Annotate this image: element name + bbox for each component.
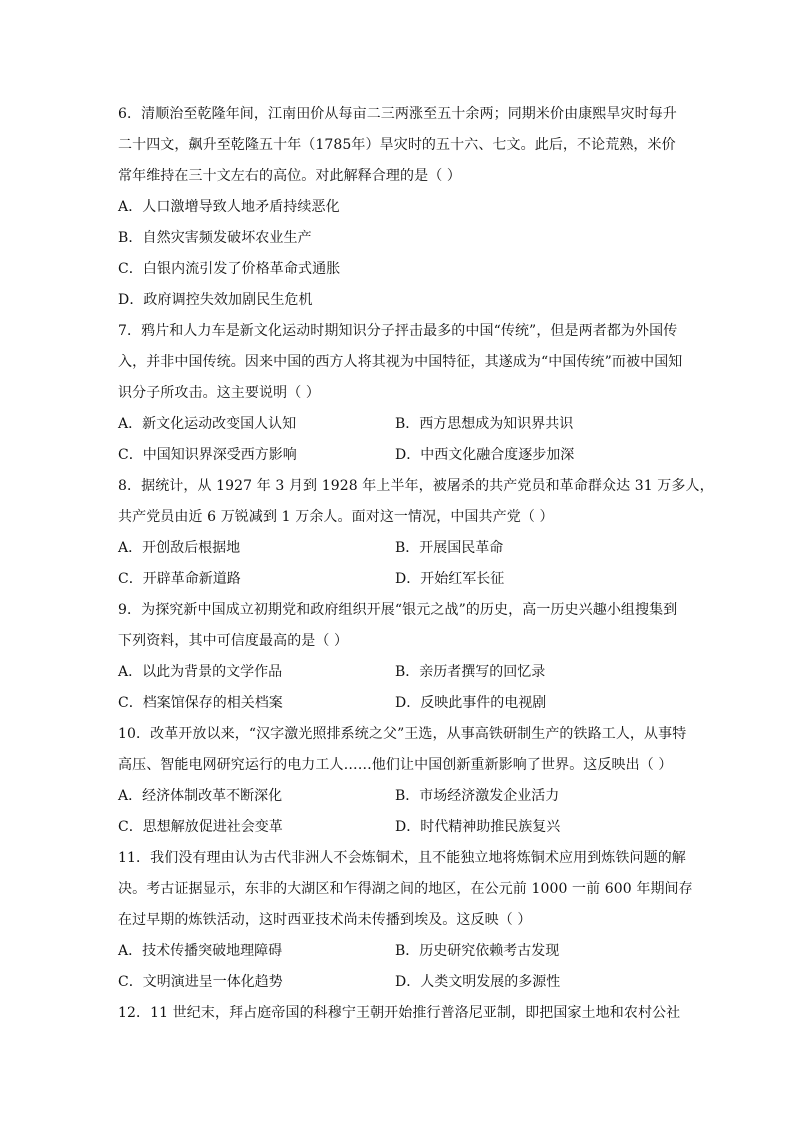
option-c: C．档案馆保存的相关档案 bbox=[118, 695, 283, 711]
option-row bbox=[118, 533, 678, 564]
question-stem-line: 识分子所攻击。这主要说明（ ） bbox=[118, 385, 320, 401]
option-row bbox=[118, 409, 678, 440]
question-stem-line: 入，并非中国传统。因来中国的西方人将其视为中国特征，其遂成为“中国传统”而被中国知 bbox=[118, 354, 683, 370]
question-stem-line: 常年维持在三十文左右的高位。对此解释合理的是（ ） bbox=[118, 168, 461, 184]
question-10 bbox=[118, 719, 687, 843]
option-row bbox=[118, 688, 678, 719]
question-stem-line: 9．为探究新中国成立初期党和政府组织开展“银元之战”的历史，高一历史兴趣小组搜集到 bbox=[118, 602, 678, 618]
option-row bbox=[118, 564, 678, 595]
option-a: A．新文化运动改变国人认知 bbox=[118, 416, 297, 432]
option-a: A．经济体制改革不断深化 bbox=[118, 788, 283, 804]
option-c: C．开辟革命新道路 bbox=[118, 571, 241, 587]
option-b: B．自然灾害频发破坏农业生产 bbox=[118, 230, 312, 246]
option-d: D．开始红军长征 bbox=[395, 571, 505, 587]
question-6 bbox=[118, 99, 678, 316]
option-d: D．人类文明发展的多源性 bbox=[395, 974, 561, 990]
option-row bbox=[118, 936, 678, 967]
question-stem-line: 6．清顺治至乾隆年间，江南田价从每亩二三两涨至五十余两；同期米价由康熙旱灾时每升 bbox=[118, 106, 677, 122]
option-d: D．时代精神助推民族复兴 bbox=[395, 819, 561, 835]
option-c: C．文明演进呈一体化趋势 bbox=[118, 974, 283, 990]
question-stem-line: 7．鸦片和人力车是新文化运动时期知识分子抨击最多的中国“传统”，但是两者都为外国传 bbox=[118, 323, 678, 339]
option-row bbox=[118, 812, 678, 843]
option-d: D．政府调控失效加剧民生危机 bbox=[118, 292, 313, 308]
option-b: B．亲历者撰写的回忆录 bbox=[395, 664, 546, 680]
option-row bbox=[118, 657, 678, 688]
question-12 bbox=[118, 998, 681, 1029]
option-c: C．白银内流引发了价格革命式通胀 bbox=[118, 261, 341, 277]
option-d: D．中西文化融合度逐步加深 bbox=[395, 447, 575, 463]
question-stem-line: 决。考古证据显示，东非的大湖区和乍得湖之间的地区，在公元前 1000 一前 600 年期间存 bbox=[118, 881, 693, 897]
option-row bbox=[118, 781, 678, 812]
exam-page bbox=[118, 99, 714, 1029]
option-a: A．人口激增导致人地矛盾持续恶化 bbox=[118, 199, 340, 215]
question-9 bbox=[118, 595, 678, 719]
question-stem-line: 二十四文，飙升至乾隆五十年（1785年）旱灾时的五十六、七文。此后，不论荒熟，米价 bbox=[118, 137, 676, 153]
option-b: B．历史研究依赖考古发现 bbox=[395, 943, 560, 959]
question-stem-line: 高压、智能电网研究运行的电力工人……他们让中国创新重新影响了世界。这反映出（ ） bbox=[118, 757, 673, 773]
option-row bbox=[118, 967, 678, 998]
option-a: A．以此为背景的文学作品 bbox=[118, 664, 283, 680]
question-8 bbox=[118, 471, 714, 595]
option-b: B．市场经济激发企业活力 bbox=[395, 788, 560, 804]
option-a: A．技术传播突破地理障碍 bbox=[118, 943, 283, 959]
question-11 bbox=[118, 843, 693, 998]
question-stem-line: 在过早期的炼铁活动，这时西亚技术尚未传播到埃及。这反映（ ） bbox=[118, 912, 532, 928]
option-b: B．西方思想成为知识界共识 bbox=[395, 416, 574, 432]
question-stem-line: 11．我们没有理由认为古代非洲人不会炼铜术，且不能独立地将炼铜术应用到炼铁问题的解 bbox=[118, 850, 686, 866]
option-d: D．反映此事件的电视剧 bbox=[395, 695, 547, 711]
question-stem-line: 共产党员由近 6 万锐减到 1 万余人。面对这一情况，中国共产党（ ） bbox=[118, 509, 554, 525]
question-stem-line: 10．改革开放以来，“汉字激光照排系统之父”王选，从事高铁研制生产的铁路工人，从事特 bbox=[118, 726, 687, 742]
option-a: A．开创敌后根据地 bbox=[118, 540, 241, 556]
question-stem-line: 8．据统计，从 1927 年 3 月到 1928 年上半年，被屠杀的共产党员和革命群众达 31 万多人， bbox=[118, 478, 714, 494]
option-row bbox=[118, 440, 678, 471]
question-stem-line: 下列资料，其中可信度最高的是（ ） bbox=[118, 633, 349, 649]
question-stem-line: 12．11 世纪末，拜占庭帝国的科穆宁王朝开始推行普洛尼亚制，即把国家土地和农村公社 bbox=[118, 1005, 681, 1021]
question-7 bbox=[118, 316, 683, 471]
option-c: C．中国知识界深受西方影响 bbox=[118, 447, 297, 463]
option-b: B．开展国民革命 bbox=[395, 540, 504, 556]
option-c: C．思想解放促进社会变革 bbox=[118, 819, 283, 835]
